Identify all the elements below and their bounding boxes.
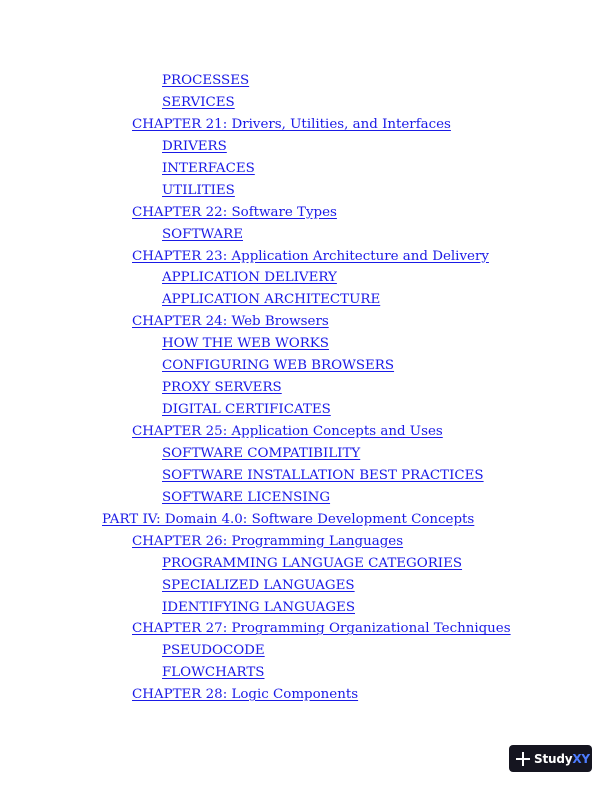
toc-link-section[interactable]: SERVICES [162, 94, 235, 110]
toc-link-chapter[interactable]: CHAPTER 21: Drivers, Utilities, and Interfaces [132, 116, 451, 132]
toc-link-section[interactable]: SOFTWARE [162, 226, 243, 242]
studyxy-watermark [509, 745, 592, 772]
toc-link-section[interactable]: DIGITAL CERTIFICATES [162, 402, 331, 418]
toc-link-section[interactable]: IDENTIFYING LANGUAGES [162, 599, 355, 615]
toc-link-section[interactable]: UTILITIES [162, 182, 235, 198]
toc-link-chapter[interactable]: CHAPTER 28: Logic Components [132, 687, 359, 703]
toc-link-chapter[interactable]: CHAPTER 22: Software Types [132, 204, 337, 220]
toc-link-section[interactable]: HOW THE WEB WORKS [162, 336, 329, 352]
table-of-contents [0, 70, 612, 706]
toc-link-chapter[interactable]: CHAPTER 23: Application Architecture and Delivery [132, 248, 489, 264]
toc-link-section[interactable]: PROGRAMMING LANGUAGE CATEGORIES [162, 555, 463, 571]
toc-link-chapter[interactable]: CHAPTER 26: Programming Languages [132, 533, 404, 549]
toc-link-section[interactable]: FLOWCHARTS [162, 665, 265, 681]
toc-link-section[interactable]: SOFTWARE COMPATIBILITY [162, 445, 361, 461]
brand-study: Study [534, 751, 573, 766]
toc-link-section[interactable]: PROXY SERVERS [162, 380, 282, 396]
toc-link-section[interactable]: SOFTWARE LICENSING [162, 489, 331, 505]
plus-icon [516, 752, 530, 766]
toc-link-section[interactable]: CONFIGURING WEB BROWSERS [162, 358, 395, 374]
toc-link-chapter[interactable]: CHAPTER 27: Programming Organizational Techniques [132, 621, 511, 637]
toc-link-chapter[interactable]: CHAPTER 24: Web Browsers [132, 314, 329, 330]
toc-link-section[interactable]: SPECIALIZED LANGUAGES [162, 577, 355, 593]
toc-link-section[interactable]: SOFTWARE INSTALLATION BEST PRACTICES [162, 467, 484, 483]
brand-name [534, 752, 590, 766]
toc-link-section[interactable]: PSEUDOCODE [162, 643, 265, 659]
toc-link-chapter[interactable]: CHAPTER 25: Application Concepts and Uses [132, 424, 443, 439]
toc-link-section[interactable]: DRIVERS [162, 138, 227, 154]
toc-link-section[interactable]: APPLICATION ARCHITECTURE [162, 292, 381, 308]
toc-link-section[interactable]: APPLICATION DELIVERY [162, 270, 337, 286]
toc-link-section[interactable]: INTERFACES [162, 160, 255, 176]
brand-xy: XY [572, 751, 590, 766]
toc-link-part[interactable]: PART IV: Domain 4.0: Software Development Concepts [102, 511, 475, 527]
toc-link-section[interactable]: PROCESSES [162, 73, 250, 88]
